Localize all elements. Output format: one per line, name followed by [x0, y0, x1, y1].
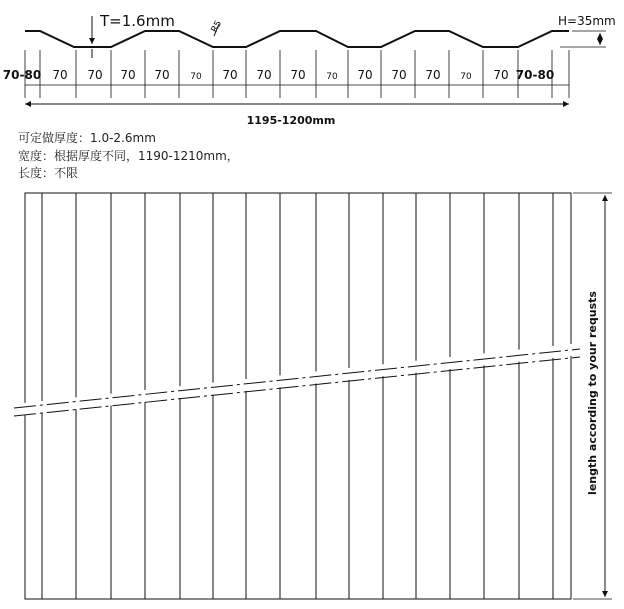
pitch-label: 70 [52, 68, 68, 82]
note-thickness: 可定做厚度：1.0-2.6mm [18, 131, 156, 145]
pitch-label: 70 [290, 68, 306, 82]
pitch-dimension-row [3, 50, 569, 98]
thickness-label: T=1.6mm [100, 12, 175, 30]
pitch-label: 70 [190, 72, 202, 82]
pitch-label: 70 [391, 68, 407, 82]
break-line-upper [14, 349, 580, 408]
pitch-label: 70 [87, 68, 103, 82]
total-width-label: 1195-1200mm [246, 114, 336, 127]
pitch-label: 70 [493, 68, 509, 82]
pitch-label: 70 [222, 68, 238, 82]
pitch-label: 70 [357, 68, 373, 82]
panel-profile [25, 31, 569, 47]
pitch-label: 70-80 [515, 68, 555, 82]
length-label: length according to your requsts [586, 291, 599, 495]
pitch-label: 70 [460, 72, 472, 82]
break-mask [14, 343, 580, 416]
pitch-label: 70 [154, 68, 170, 82]
radius-label: R5 [209, 19, 225, 35]
pitch-label: 70-80 [2, 68, 42, 82]
note-length: 长度：不限 [18, 166, 79, 180]
pitch-label: 70 [120, 68, 136, 82]
height-label: H=35mm [558, 14, 616, 28]
break-line-lower [14, 357, 580, 416]
pitch-label: 70 [256, 68, 272, 82]
pitch-label: 70 [326, 72, 338, 82]
note-width: 宽度：根据厚度不同，1190-1210mm， [18, 149, 239, 163]
pitch-label: 70 [425, 68, 441, 82]
